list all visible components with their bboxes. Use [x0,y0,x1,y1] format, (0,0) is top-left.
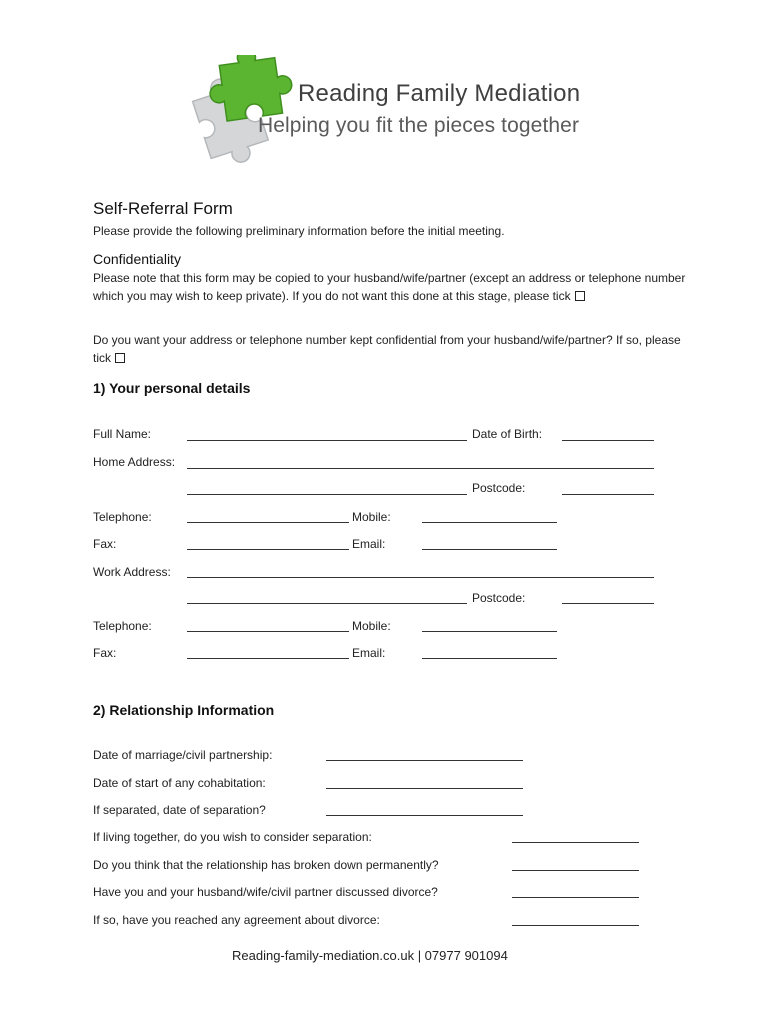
q-discussed-divorce-field[interactable] [512,897,639,898]
work-fax-field[interactable] [187,658,349,659]
q-separation-date-field[interactable] [326,815,523,816]
full-name-label: Full Name: [93,427,152,441]
tick-checkbox-confidential[interactable] [115,353,125,363]
work-postcode-field[interactable] [562,603,654,604]
relationship-heading: 2) Relationship Information [93,702,275,718]
postcode-field[interactable] [562,494,654,495]
q-discussed-divorce-label: Have you and your husband/wife/civil partner discussed divorce? [93,885,438,899]
work-email-field[interactable] [422,658,557,659]
q-separation-date-label: If separated, date of separation? [93,803,266,817]
home-address-field-2[interactable] [187,494,467,495]
q-marriage-date-field[interactable] [326,760,523,761]
q-agreement-divorce-label: If so, have you reached any agreement about divorce: [93,913,380,927]
q-cohabitation-field[interactable] [326,788,523,789]
mobile-label: Mobile: [352,510,391,524]
home-address-field-1[interactable] [187,468,654,469]
form-intro: Please provide the following preliminary information before the initial meeting. [93,224,505,238]
work-fax-label: Fax: [93,646,117,660]
confidentiality-text-2: Do you want your address or telephone number kept confidential from your husband/wife/partner? If so, please tick [93,333,681,365]
telephone-field[interactable] [187,522,349,523]
q-marriage-date-label: Date of marriage/civil partnership: [93,748,273,762]
work-mobile-field[interactable] [422,631,557,632]
form-title: Self-Referral Form [93,199,233,218]
work-address-field-2[interactable] [187,603,467,604]
dob-label: Date of Birth: [472,427,543,441]
email-field[interactable] [422,549,557,550]
confidentiality-paragraph-1 [93,270,688,305]
q-broken-down-field[interactable] [512,870,639,871]
confidentiality-paragraph-2 [93,332,688,367]
puzzle-pieces-icon [170,55,610,165]
confidentiality-text-1: Please note that this form may be copied to your husband/wife/partner (except an address or telephone number which you may wish to keep private). If you do not want this done at this stage, please tick [93,271,686,303]
q-broken-down-label: Do you think that the relationship has broken down permanently? [93,858,439,872]
postcode-label: Postcode: [472,481,526,495]
work-address-field-1[interactable] [187,577,654,578]
home-address-label: Home Address: [93,455,176,469]
q-consider-separation-label: If living together, do you wish to consider separation: [93,830,372,844]
work-postcode-label: Postcode: [472,591,526,605]
work-email-label: Email: [352,646,386,660]
brand-name: Reading Family Mediation [298,80,581,107]
brand-tagline: Helping you fit the pieces together [258,114,580,137]
q-consider-separation-field[interactable] [512,842,639,843]
footer-contact: Reading-family-mediation.co.uk | 07977 901094 [232,948,508,963]
dob-field[interactable] [562,440,654,441]
full-name-field[interactable] [187,440,467,441]
work-mobile-label: Mobile: [352,619,391,633]
work-telephone-label: Telephone: [93,619,152,633]
mobile-field[interactable] [422,522,557,523]
fax-field[interactable] [187,549,349,550]
tick-checkbox-copy[interactable] [575,291,585,301]
email-label: Email: [352,537,386,551]
personal-details-heading: 1) Your personal details [93,380,251,396]
confidentiality-heading: Confidentiality [93,251,181,267]
q-agreement-divorce-field[interactable] [512,925,639,926]
telephone-label: Telephone: [93,510,152,524]
q-cohabitation-label: Date of start of any cohabitation: [93,776,266,790]
work-telephone-field[interactable] [187,631,349,632]
fax-label: Fax: [93,537,117,551]
work-address-label: Work Address: [93,565,171,579]
